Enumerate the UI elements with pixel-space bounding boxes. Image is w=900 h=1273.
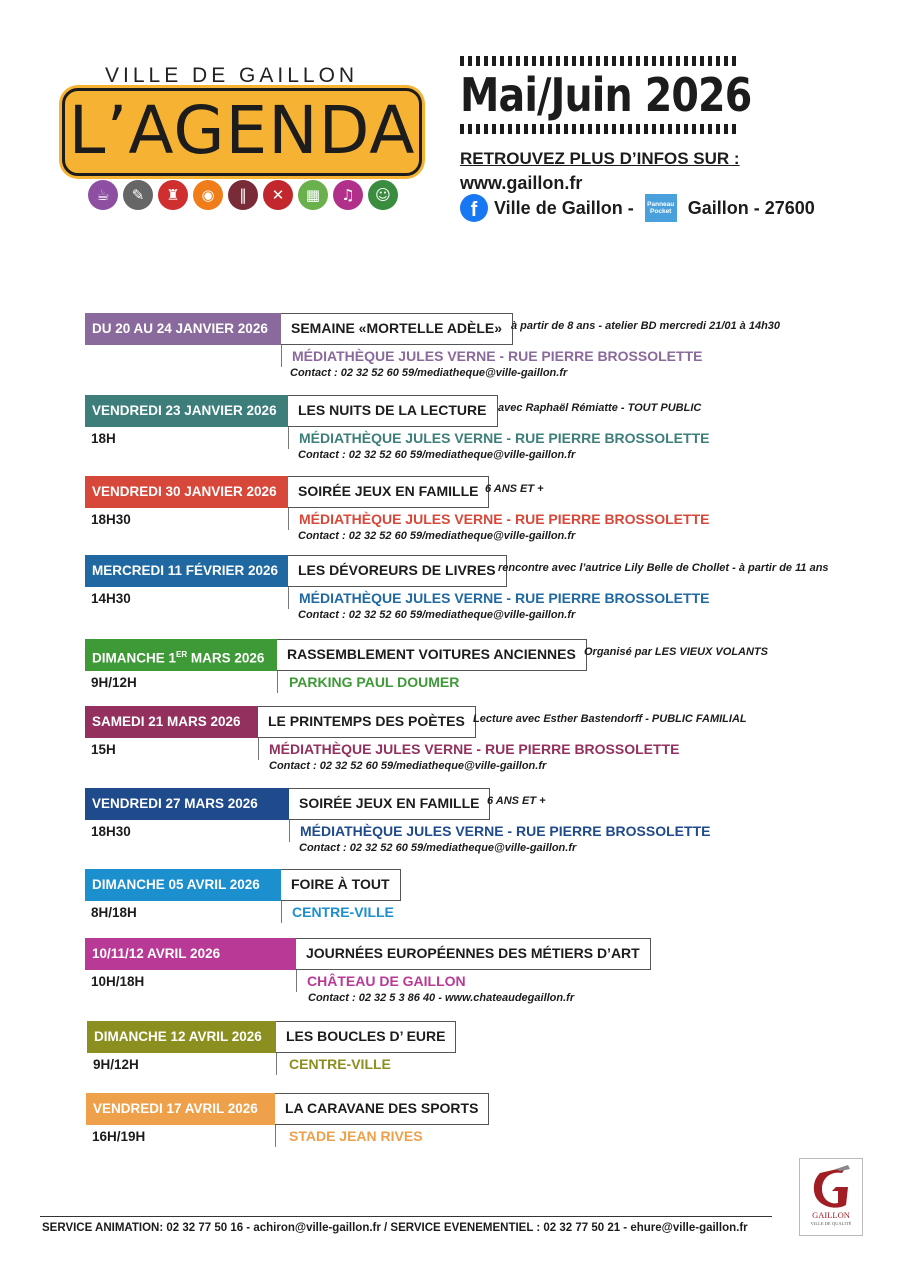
checker-top — [460, 56, 736, 66]
panneau-pocket-icon[interactable] — [645, 194, 677, 222]
event-place: CHÂTEAU DE GAILLON — [307, 973, 466, 989]
event-title: LA CARAVANE DES SPORTS — [275, 1093, 489, 1125]
event-place: MÉDIATHÈQUE JULES VERNE - RUE PIERRE BROSSOLETTE — [269, 741, 680, 757]
event-date: MERCREDI 11 FÉVRIER 2026 — [85, 555, 288, 587]
theater-icon: ♜ — [158, 180, 188, 210]
event-title: LE PRINTEMPS DES POÈTES — [258, 706, 476, 738]
music-icon: ♫ — [333, 180, 363, 210]
event-date: 10/11/12 AVRIL 2026 — [85, 938, 296, 970]
cutlery-icon: ‖ — [228, 180, 258, 210]
event-place: CENTRE-VILLE — [292, 904, 394, 920]
event-note: 6 ANS ET + — [485, 483, 544, 495]
event-title: LES BOUCLES D’ EURE — [276, 1021, 456, 1053]
crossed-tools-icon: ✕ — [263, 180, 293, 210]
gaillon-logo-name: GAILLON — [812, 1210, 850, 1220]
event-note: rencontre avec l’autrice Lily Belle de Chollet - à partir de 11 ans — [498, 562, 829, 574]
event-date: SAMEDI 21 MARS 2026 — [85, 706, 258, 738]
divider — [276, 1053, 277, 1075]
event-date-sup: ER — [176, 650, 188, 659]
event-note: Organisé par LES VIEUX VOLANTS — [584, 646, 768, 658]
gaillon-g-icon — [806, 1161, 856, 1211]
event-contact: Contact : 02 32 52 60 59/mediatheque@ville-gaillon.fr — [299, 842, 577, 854]
event-title: SOIRÉE JEUX EN FAMILLE — [288, 476, 489, 508]
event-contact: Contact : 02 32 52 60 59/mediatheque@ville-gaillon.fr — [269, 760, 547, 772]
gaillon-logo — [799, 1158, 863, 1236]
camera-icon: ◉ — [193, 180, 223, 210]
divider — [281, 345, 282, 367]
event-title: SOIRÉE JEUX EN FAMILLE — [289, 788, 490, 820]
event-time: 8H/18H — [91, 905, 137, 920]
facebook-label[interactable]: Ville de Gaillon - — [494, 197, 634, 218]
event-contact: Contact : 02 32 5 3 86 40 - www.chateaudegaillon.fr — [308, 992, 575, 1004]
event-title: RASSEMBLEMENT VOITURES ANCIENNES — [277, 639, 587, 671]
event-contact: Contact : 02 32 52 60 59/mediatheque@ville-gaillon.fr — [298, 530, 576, 542]
divider — [275, 1125, 276, 1147]
category-icons — [88, 180, 398, 210]
event-date: VENDREDI 27 MARS 2026 — [85, 788, 289, 820]
event-date: VENDREDI 17 AVRIL 2026 — [86, 1093, 275, 1125]
agenda-logo — [62, 88, 422, 176]
divider — [258, 738, 259, 760]
divider — [296, 970, 297, 992]
event-time: 16H/19H — [92, 1129, 146, 1144]
event-place: MÉDIATHÈQUE JULES VERNE - RUE PIERRE BROSSOLETTE — [299, 430, 710, 446]
event-date: DU 20 AU 24 JANVIER 2026 — [85, 313, 281, 345]
event-place: MÉDIATHÈQUE JULES VERNE - RUE PIERRE BROSSOLETTE — [300, 823, 711, 839]
palette-icon: ✎ — [123, 180, 153, 210]
event-title: LES DÉVOREURS DE LIVRES — [288, 555, 507, 587]
city-name: VILLE DE GAILLON — [105, 64, 359, 87]
event-date-main: DIMANCHE 1 — [92, 650, 177, 666]
divider — [288, 427, 289, 449]
footer-divider — [40, 1216, 772, 1217]
event-place: MÉDIATHÈQUE JULES VERNE - RUE PIERRE BROSSOLETTE — [299, 590, 710, 606]
event-date: VENDREDI 30 JANVIER 2026 — [85, 476, 288, 508]
event-note: 6 ANS ET + — [487, 795, 546, 807]
event-contact: Contact : 02 32 52 60 59/mediatheque@ville-gaillon.fr — [298, 449, 576, 461]
event-note: à partir de 8 ans - atelier BD mercredi 21/01 à 14h30 — [511, 320, 781, 332]
event-date-end: MARS 2026 — [187, 650, 265, 666]
period-banner — [460, 56, 752, 134]
event-contact: Contact : 02 32 52 60 59/mediatheque@ville-gaillon.fr — [290, 367, 568, 379]
event-time: 9H/12H — [91, 675, 137, 690]
period-title: Mai/Juin 2026 — [460, 68, 752, 122]
pp-label-2: Pocket — [650, 208, 672, 215]
event-note: Lecture avec Esther Bastendorff - PUBLIC FAMILIAL — [473, 713, 747, 725]
event-time: 18H30 — [91, 512, 131, 527]
divider — [288, 587, 289, 609]
event-time: 9H/12H — [93, 1057, 139, 1072]
footer-contacts: SERVICE ANIMATION: 02 32 77 50 16 - achiron@ville-gaillon.fr / SERVICE EVENEMENTIEL : 02 32 77 50 21 - ehure@ville-gaillon.fr — [42, 1222, 748, 1234]
event-title: SEMAINE «MORTELLE ADÈLE» — [281, 313, 513, 345]
event-place: CENTRE-VILLE — [289, 1056, 391, 1072]
facebook-icon[interactable]: f — [460, 194, 488, 222]
event-title: JOURNÉES EUROPÉENNES DES MÉTIERS D’ART — [296, 938, 651, 970]
event-time: 14H30 — [91, 591, 131, 606]
event-time: 10H/18H — [91, 974, 145, 989]
map-icon: ▦ — [298, 180, 328, 210]
event-place: PARKING PAUL DOUMER — [289, 674, 460, 690]
event-place: MÉDIATHÈQUE JULES VERNE - RUE PIERRE BROSSOLETTE — [292, 348, 703, 364]
coffee-icon: ☕ — [88, 180, 118, 210]
divider — [281, 901, 282, 923]
website-link[interactable]: www.gaillon.fr — [460, 173, 583, 193]
event-title: FOIRE À TOUT — [281, 869, 401, 901]
masks-icon: ☺ — [368, 180, 398, 210]
event-date — [85, 639, 277, 671]
event-date: DIMANCHE 12 AVRIL 2026 — [87, 1021, 276, 1053]
event-place: MÉDIATHÈQUE JULES VERNE - RUE PIERRE BROSSOLETTE — [299, 511, 710, 527]
social-links — [460, 194, 815, 222]
event-date: DIMANCHE 05 AVRIL 2026 — [85, 869, 281, 901]
event-place: STADE JEAN RIVES — [289, 1128, 423, 1144]
event-time: 18H — [91, 431, 116, 446]
divider — [288, 508, 289, 530]
event-note: avec Raphaël Rémiatte - TOUT PUBLIC — [498, 402, 702, 414]
pp-label-1: Panneau — [647, 201, 675, 208]
divider — [289, 820, 290, 842]
gaillon-logo-sub: VILLE DE QUALITÉ — [810, 1221, 852, 1226]
agenda-logo-text: L’AGENDA — [68, 92, 416, 169]
checker-bottom — [460, 124, 736, 134]
info-heading: RETROUVEZ PLUS D’INFOS SUR : — [460, 149, 740, 168]
event-title: LES NUITS DE LA LECTURE — [288, 395, 498, 427]
event-time: 18H30 — [91, 824, 131, 839]
event-date: VENDREDI 23 JANVIER 2026 — [85, 395, 288, 427]
divider — [277, 671, 278, 693]
event-contact: Contact : 02 32 52 60 59/mediatheque@ville-gaillon.fr — [298, 609, 576, 621]
event-time: 15H — [91, 742, 116, 757]
pp-city[interactable]: Gaillon - 27600 — [687, 197, 815, 218]
